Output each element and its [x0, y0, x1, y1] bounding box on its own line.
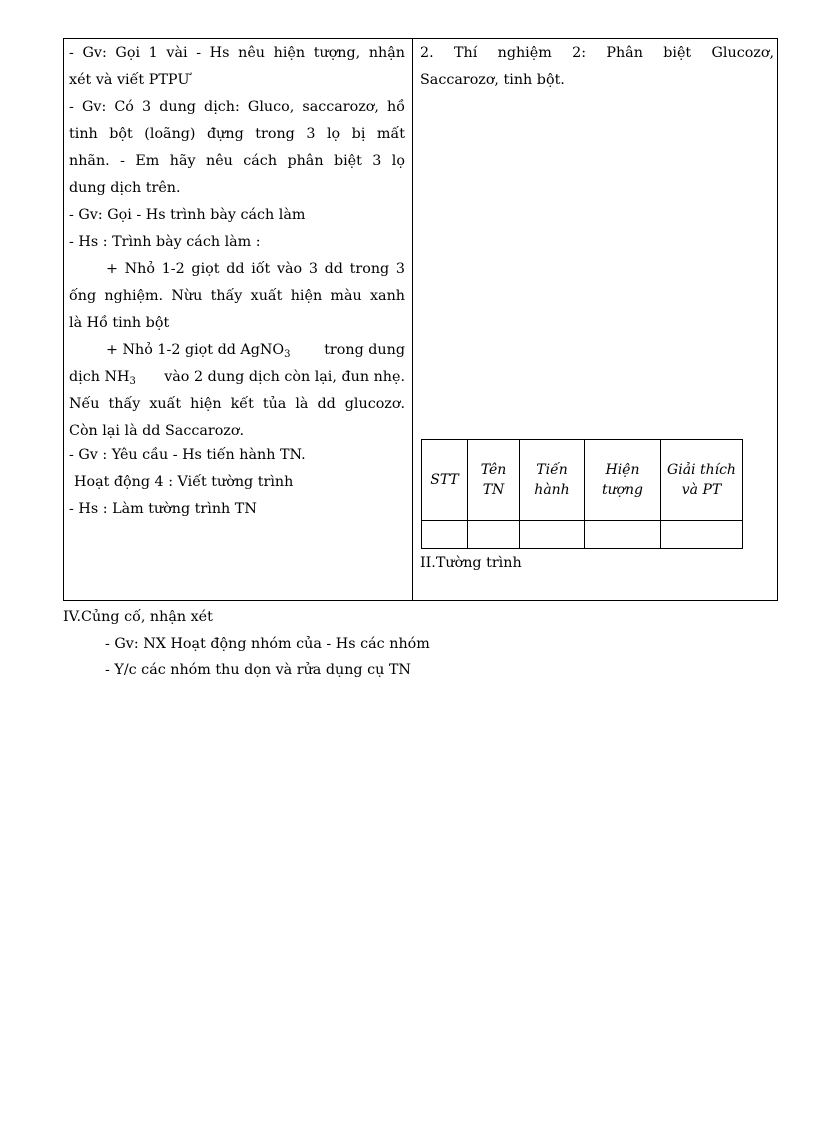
- text-line: dung dịch trên.: [69, 180, 181, 196]
- table-cell: [520, 521, 585, 549]
- table-cell: [422, 521, 468, 549]
- teacher-student-activity-column: [64, 39, 413, 600]
- text-line: - Hs : Làm tường trình TN: [69, 501, 257, 517]
- text-line: + Nhỏ 1-2 giọt dd iốt vào 3 dd trong 3: [106, 261, 405, 277]
- text-line: - Hs : Trình bày cách làm :: [69, 234, 261, 250]
- report-title: II.Tường trình: [420, 555, 522, 571]
- text-line: - Gv: Gọi 1 vài - Hs nêu hiện tượng, nhận: [69, 45, 405, 61]
- text-line: [106, 340, 405, 360]
- list-item: - Y/c các nhóm thu dọn và rửa dụng cụ TN: [105, 662, 411, 678]
- experiment-heading: 2. Thí nghiệm 2: Phân biệt Glucozơ,: [420, 45, 774, 61]
- header-cell: STT: [422, 440, 468, 521]
- text-line: ống nghiệm. Nừu thấy xuất hiện màu xanh: [69, 288, 405, 304]
- text-line: Nếu thấy xuất hiện kết tủa là dd glucozơ.: [69, 396, 405, 412]
- section-heading: IV.Củng cố, nhận xét: [63, 609, 213, 625]
- lesson-table: [63, 38, 778, 601]
- table-cell: [468, 521, 520, 549]
- text-line: - Gv: Có 3 dung dịch: Gluco, saccarozơ, hồ: [69, 99, 405, 115]
- text-segment: dịch $NH_3$: [69, 369, 136, 387]
- list-item: - Gv: NX Hoạt động nhóm của - Hs các nhóm: [105, 636, 430, 652]
- text-line: [69, 367, 405, 387]
- text-line: - Gv : Yêu cầu - Hs tiến hành TN.: [69, 447, 306, 463]
- text-line: tinh bột (loãng) đựng trong 3 lọ bị mất: [69, 126, 405, 142]
- text-segment: vào 2 dung dịch còn lại, đun nhẹ.: [164, 369, 405, 385]
- table-header-row: [422, 440, 743, 521]
- text-line: nhãn. - Em hãy nêu cách phân biệt 3 lọ: [69, 153, 405, 169]
- table-row: [422, 521, 743, 549]
- text-line: xét và viết PTPƯ: [69, 72, 190, 88]
- text-line: - Gv: Gọi - Hs trình bày cách làm: [69, 207, 306, 223]
- header-cell: Hiện tượng: [585, 440, 661, 521]
- text-line: Còn lại là dd Saccarozơ.: [69, 423, 244, 439]
- header-cell: Giải thích và PT: [661, 440, 743, 521]
- text-segment: trong dung: [324, 342, 405, 358]
- header-cell: Tên TN: [468, 440, 520, 521]
- report-table: [421, 439, 743, 549]
- text-line: Hoạt động 4 : Viết tường trình: [74, 474, 294, 490]
- table-cell: [661, 521, 743, 549]
- text-line: là Hồ tinh bột: [69, 315, 170, 331]
- experiment-heading-cont: Saccarozơ, tinh bột.: [420, 72, 565, 88]
- header-cell: Tiến hành: [520, 440, 585, 521]
- content-column: [413, 39, 777, 600]
- table-cell: [585, 521, 661, 549]
- text-segment: + Nhỏ 1-2 giọt dd AgNO$_3$: [106, 342, 291, 360]
